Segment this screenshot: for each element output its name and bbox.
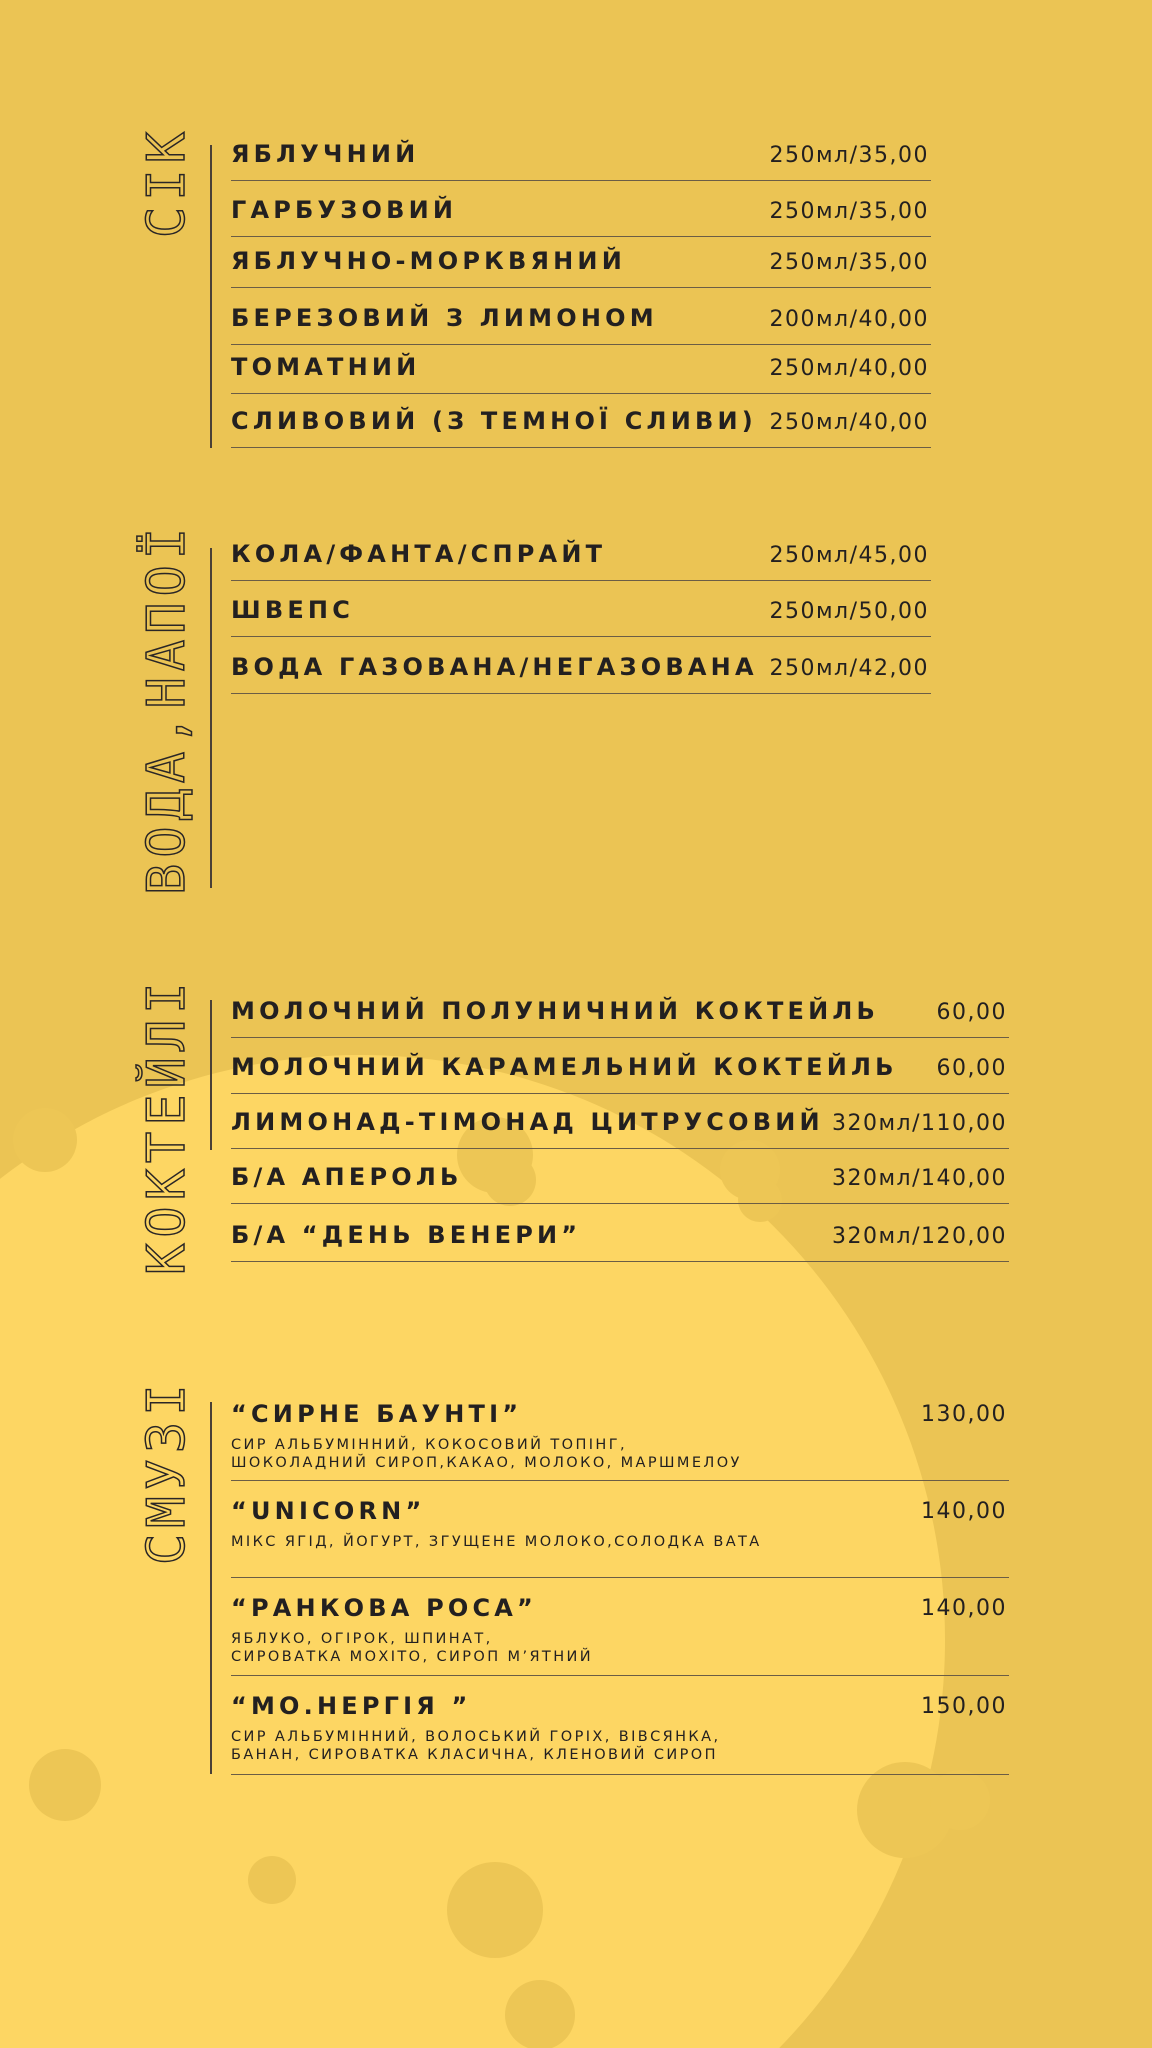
item-price: 140,00 bbox=[921, 1596, 1007, 1621]
item-price: 60,00 bbox=[936, 1056, 1007, 1081]
item-price: 320мл/110,00 bbox=[831, 1111, 1007, 1136]
menu-item bbox=[231, 1148, 1009, 1204]
item-name: БЕРЕЗОВИЙ З ЛИМОНОМ bbox=[231, 304, 658, 332]
item-name: ТОМАТНИЙ bbox=[231, 353, 421, 381]
menu-item bbox=[231, 1400, 1009, 1481]
item-name: ЛИМОНАД-ТІМОНАД ЦИТРУСОВИЙ bbox=[231, 1108, 824, 1136]
item-price: 130,00 bbox=[921, 1402, 1007, 1427]
menu-item bbox=[231, 1093, 1009, 1149]
menu-item bbox=[231, 580, 931, 637]
item-description: СИР АЛЬБУМІННИЙ, ВОЛОСЬКИЙ ГОРІХ, ВІВСЯНКА, БАНАН, СИРОВАТКА КЛАСИЧНА, КЛЕНОВИЙ СИРОП bbox=[231, 1729, 721, 1763]
menu-item bbox=[231, 1692, 1009, 1775]
item-name: “UNICORN” bbox=[231, 1497, 426, 1525]
item-price: 250мл/45,00 bbox=[769, 543, 929, 568]
item-name: СЛИВОВИЙ (З ТЕМНОЇ СЛИВИ) bbox=[231, 407, 757, 435]
item-price: 60,00 bbox=[936, 1000, 1007, 1025]
item-description: ЯБЛУКО, ОГІРОК, ШПИНАТ, СИРОВАТКА МОХІТО, СИРОП М’ЯТНИЙ bbox=[231, 1631, 593, 1665]
menu-item bbox=[231, 236, 931, 288]
item-price: 150,00 bbox=[921, 1694, 1007, 1719]
item-name: Б/А АПЕРОЛЬ bbox=[231, 1163, 463, 1191]
menu-item bbox=[231, 985, 1009, 1038]
item-price: 320мл/140,00 bbox=[831, 1166, 1007, 1191]
menu-item bbox=[231, 344, 931, 394]
menu-item bbox=[231, 1203, 1009, 1262]
section-divider bbox=[210, 548, 212, 888]
menu-item bbox=[231, 180, 931, 237]
item-name: Б/А “ДЕНЬ ВЕНЕРИ” bbox=[231, 1221, 582, 1249]
item-price: 320мл/120,00 bbox=[831, 1224, 1007, 1249]
item-name: “СИРНЕ БАУНТІ” bbox=[231, 1400, 523, 1428]
item-price: 250мл/35,00 bbox=[769, 199, 929, 224]
item-description: МІКС ЯГІД, ЙОГУРТ, ЗГУЩЕНЕ МОЛОКО,СОЛОДКА ВАТА bbox=[231, 1534, 762, 1550]
item-name: КОЛА/ФАНТА/СПРАЙТ bbox=[231, 540, 607, 568]
item-name: ШВЕПС bbox=[231, 596, 355, 624]
item-price: 250мл/35,00 bbox=[769, 143, 929, 168]
menu-item bbox=[231, 530, 931, 581]
item-price: 250мл/42,00 bbox=[769, 656, 929, 681]
item-price: 250мл/35,00 bbox=[769, 250, 929, 275]
item-name: “РАНКОВА РОСА” bbox=[231, 1594, 538, 1622]
menu-item bbox=[231, 636, 931, 694]
section-divider bbox=[210, 145, 212, 448]
item-name: МОЛОЧНИЙ ПОЛУНИЧНИЙ КОКТЕЙЛЬ bbox=[231, 997, 880, 1025]
menu-item bbox=[231, 1497, 1009, 1578]
item-price: 250мл/40,00 bbox=[769, 356, 929, 381]
menu-item bbox=[231, 1037, 1009, 1094]
item-name: ЯБЛУЧНИЙ bbox=[231, 140, 420, 168]
item-price: 250мл/50,00 bbox=[769, 599, 929, 624]
item-description: СИР АЛЬБУМІННИЙ, КОКОСОВИЙ ТОПІНГ, ШОКОЛАДНИЙ СИРОП,КАКАО, МОЛОКО, МАРШМЕЛОУ bbox=[231, 1437, 742, 1471]
menu-item bbox=[231, 130, 931, 181]
item-name: ГАРБУЗОВИЙ bbox=[231, 196, 458, 224]
section-divider bbox=[210, 1000, 212, 1150]
item-name: ЯБЛУЧНО-МОРКВЯНИЙ bbox=[231, 247, 626, 275]
item-price: 200мл/40,00 bbox=[769, 307, 929, 332]
item-price: 250мл/40,00 bbox=[769, 410, 929, 435]
menu-item bbox=[231, 287, 931, 345]
section-divider bbox=[210, 1402, 212, 1774]
item-name: МОЛОЧНИЙ КАРАМЕЛЬНИЙ КОКТЕЙЛЬ bbox=[231, 1053, 898, 1081]
item-name: ВОДА ГАЗОВАНА/НЕГАЗОВАНА bbox=[231, 653, 758, 681]
item-price: 140,00 bbox=[921, 1499, 1007, 1524]
item-name: “МО.НЕРГІЯ ” bbox=[231, 1692, 472, 1720]
menu-item bbox=[231, 393, 931, 448]
menu-item bbox=[231, 1594, 1009, 1676]
